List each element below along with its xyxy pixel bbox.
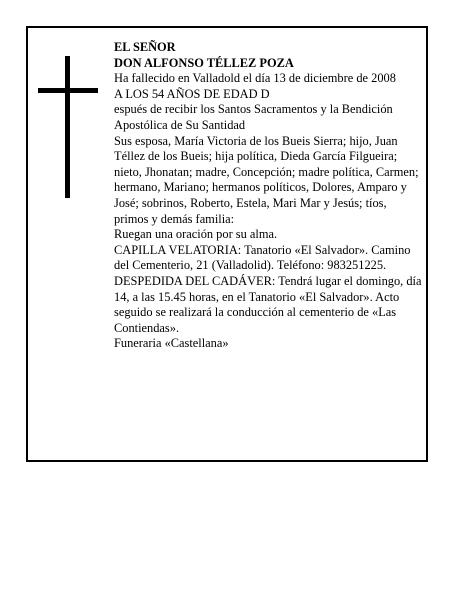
obituary-notice [26,26,428,462]
funeral-home: Funeraria «Castellana» [114,336,229,351]
age-line: A LOS 54 AÑOS DE EDAD D [114,86,270,101]
header-title: EL SEÑOR [114,40,176,54]
chapel-info: CAPILLA VELATORIA: Tanatorio «El Salvador». Camino del Cementerio, 21 (Valladolid). Teléfono: 983251225. [114,242,411,273]
deceased-name: DON ALFONSO TÉLLEZ POZA [114,55,294,70]
sacraments-line: espués de recibir los Santos Sacramentos y la Bendición Apostólica de Su Santidad [114,102,393,132]
cross-icon [38,56,98,198]
cross-vertical-bar [65,56,70,198]
prayer-line: Ruegan una oración por su alma. [114,227,278,242]
death-notice: Ha fallecido en Valladold el día 13 de diciembre de 2008 [114,71,396,86]
cross-horizontal-bar [38,88,98,93]
obituary-text [114,40,424,352]
farewell-info: DESPEDIDA DEL CADÁVER: Tendrá lugar el domingo, día 14, a las 15.45 horas, en el Tanatorio «El Salvador». Acto seguido se realizará la conducción al cementerio de «Las Contiendas». [114,273,422,335]
family-list: Sus esposa, María Victoria de los Bueis Sierra; hijo, Juan Téllez de los Bueis; hija política, Dieda García Filgueira; nieto, Jhonatan; madre, Concepción; madre política, Carmen; hermano, Mariano; hermanos políticos, Dolores, Amparo y José; sobrinos, Roberto, Estela, Mari Mar y Jesús; tíos, primos y demás familia: [114,133,419,226]
